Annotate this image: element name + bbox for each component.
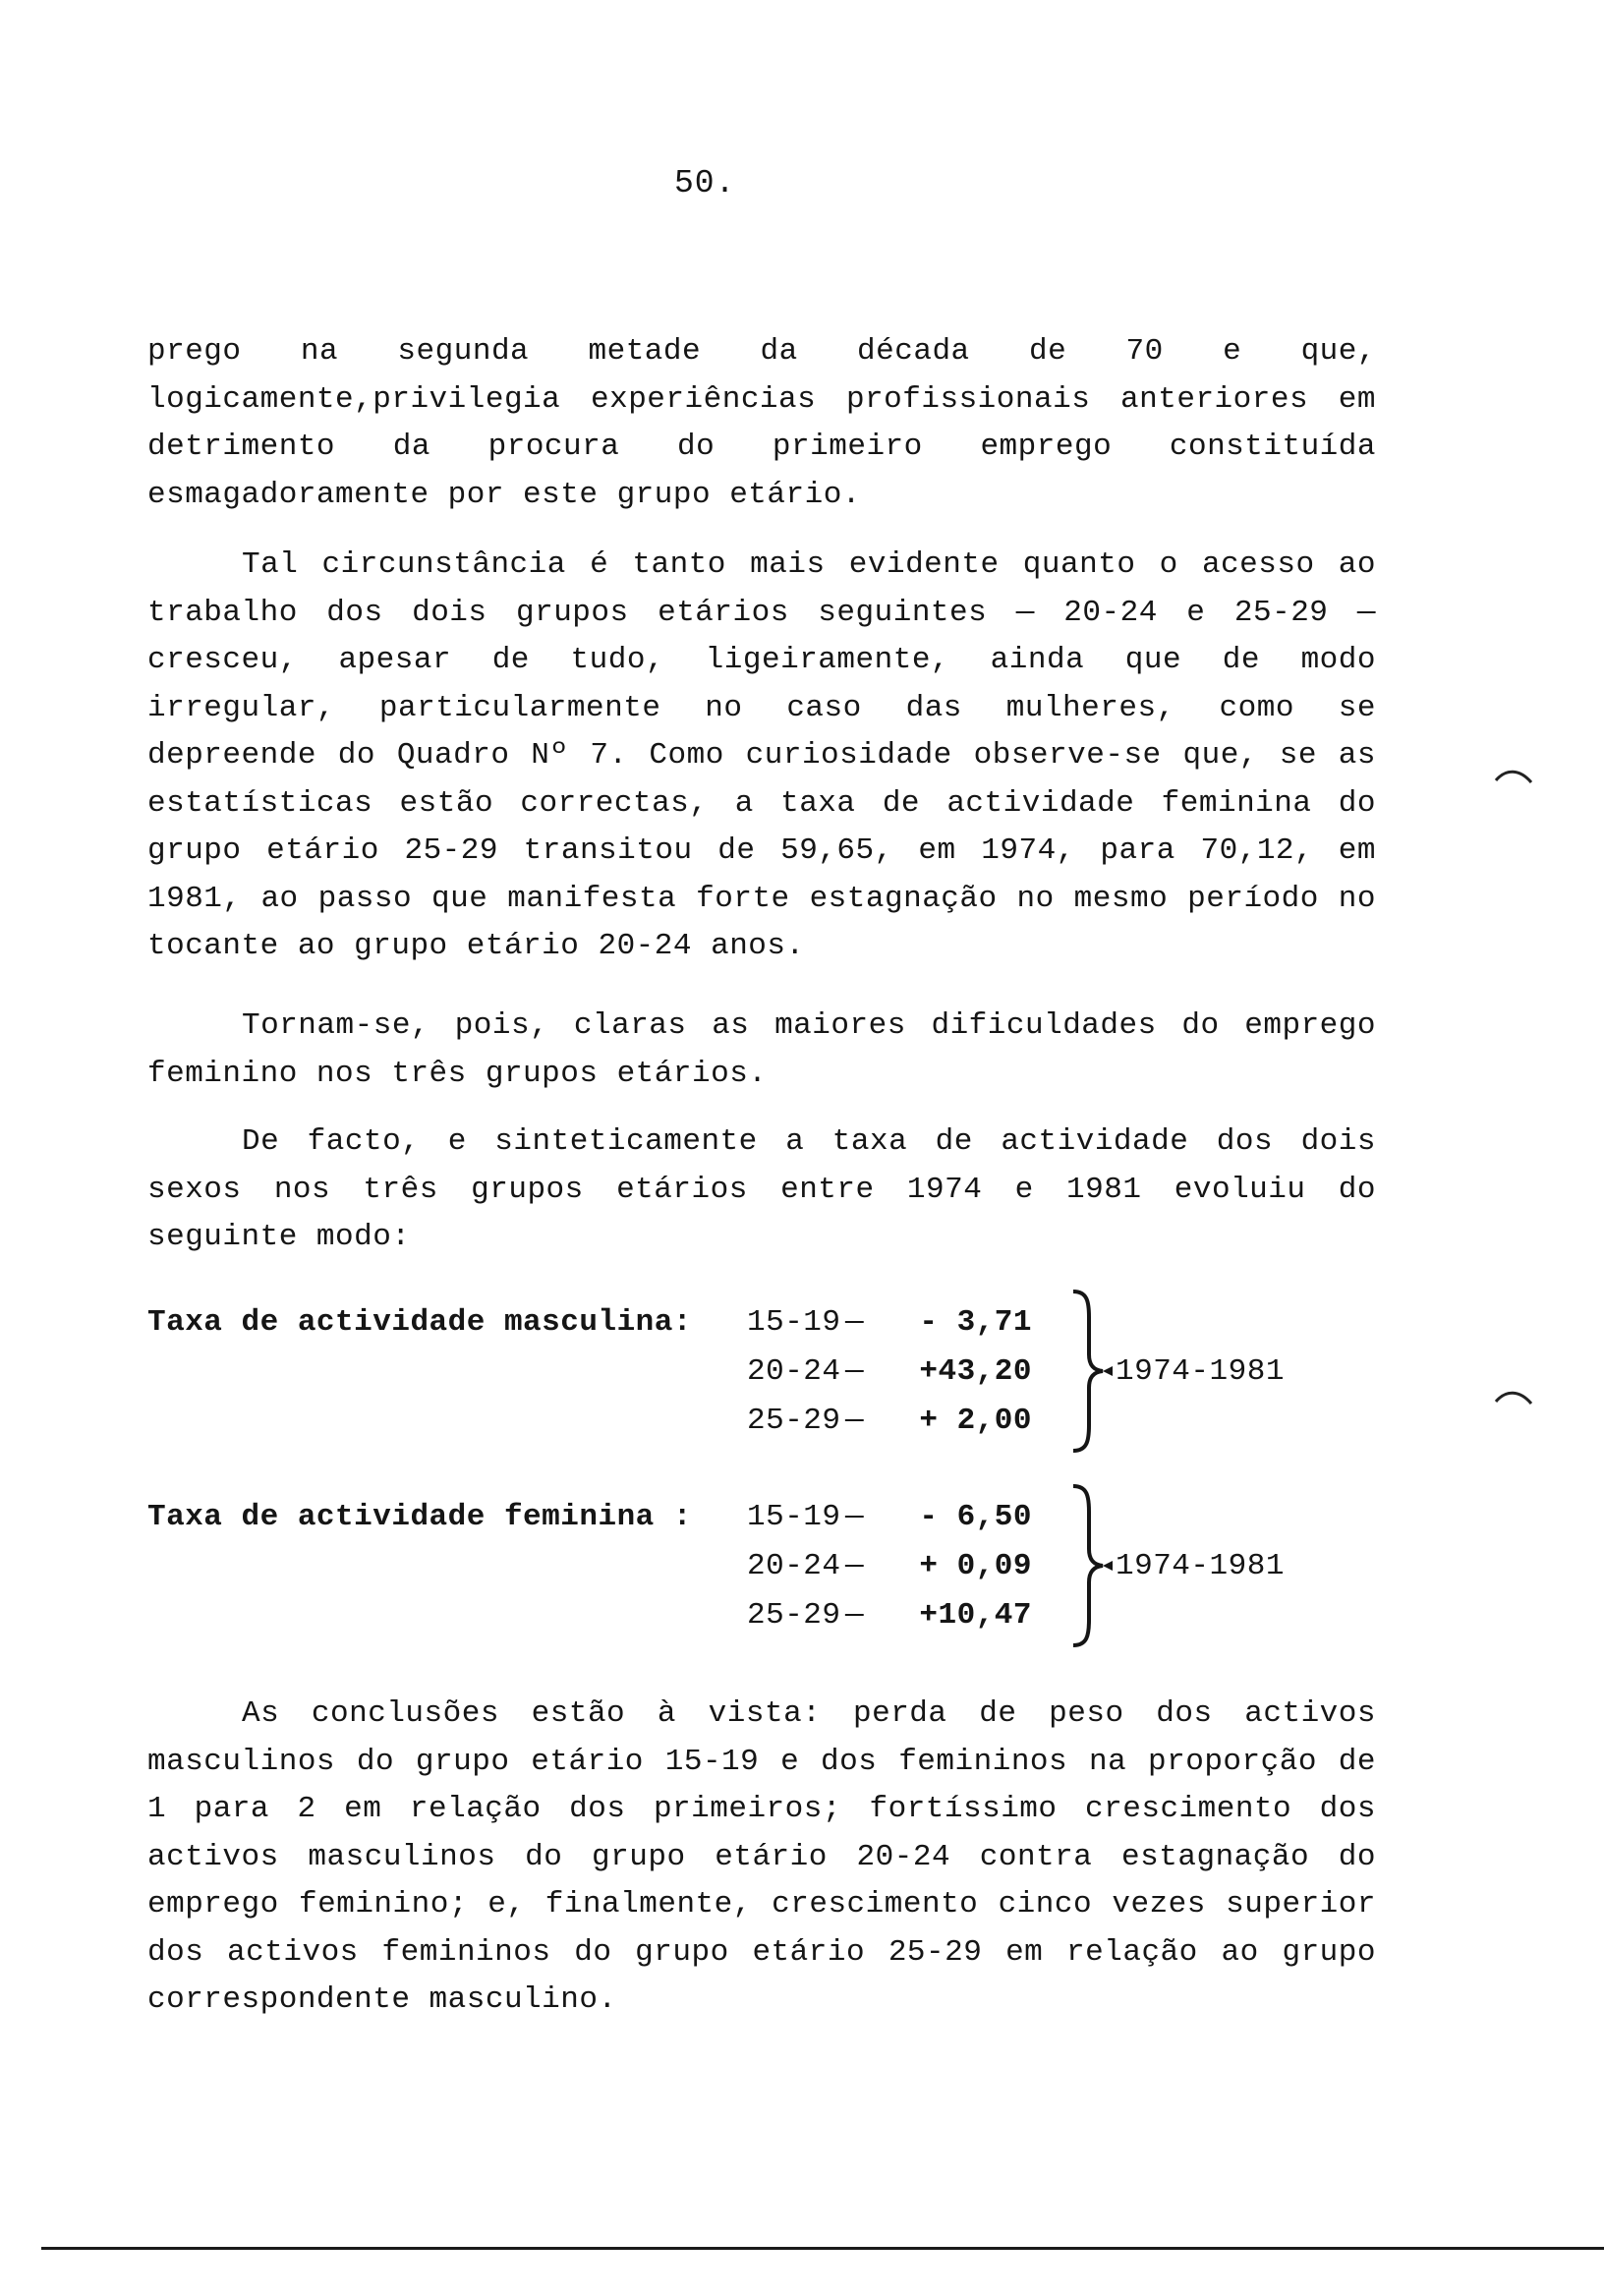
- paragraph-4: [147, 1119, 1376, 1262]
- paragraph-5-text: As conclusões estão à vista: perda de peso dos activos masculinos do grupo etário 15-19 e dos femininos na proporção de 1 para 2 em relação dos primeiros; fortíssimo crescimento dos activos masculinos do grupo etário 20-24 contra estagnação do emprego feminino; e, finalmente, crescimento cinco vezes superior dos activos femininos do grupo etário 25-29 em relação ao grupo correspondente masculino.: [147, 1696, 1376, 2017]
- age-group: 20-24: [747, 1549, 841, 1583]
- masculine-rate-label: Taxa de actividade masculina:: [147, 1305, 692, 1340]
- footer-rule: [41, 2247, 1604, 2250]
- margin-mark-icon: [1494, 767, 1533, 786]
- rate-row: [747, 1549, 1032, 1583]
- age-group: 15-19: [747, 1500, 841, 1534]
- age-group: 20-24: [747, 1354, 841, 1389]
- rate-value: - 3,71: [919, 1305, 1032, 1340]
- paragraph-4-text: De facto, e sinteticamente a taxa de actividade dos dois sexos nos três grupos etários entre 1974 e 1981 evoluiu do seguinte modo:: [147, 1124, 1376, 1254]
- paragraph-3: [147, 1003, 1376, 1098]
- age-group: 25-29: [747, 1404, 841, 1438]
- period-label: 1974-1981: [1116, 1549, 1285, 1583]
- rate-row: [747, 1598, 1032, 1633]
- margin-mark-icon: [1494, 1388, 1533, 1407]
- rate-value: +43,20: [919, 1354, 1032, 1389]
- paragraph-2: [147, 542, 1376, 971]
- dash: —: [845, 1354, 865, 1389]
- page-number: 50.: [674, 165, 736, 201]
- masculine-rate-block: [147, 1288, 1376, 1455]
- rate-row: [747, 1404, 1032, 1438]
- feminine-rate-label: Taxa de actividade feminina :: [147, 1500, 692, 1534]
- age-group: 25-29: [747, 1598, 841, 1633]
- dash: —: [845, 1549, 865, 1583]
- period-label: 1974-1981: [1116, 1354, 1285, 1389]
- dash: —: [845, 1404, 865, 1438]
- rate-value: + 0,09: [919, 1549, 1032, 1583]
- paragraph-2-text: Tal circunstância é tanto mais evidente quanto o acesso ao trabalho dos dois grupos etários seguintes — 20-24 e 25-29 — cresceu, apesar de tudo, ligeiramente, ainda que de modo irregular, particularmente no caso das mulheres, como se depreende do Quadro Nº 7. Como curiosidade observe-se que, se as estatísticas estão correctas, a taxa de actividade feminina do grupo etário 25-29 transitou de 59,65, em 1974, para 70,12, em 1981, ao passo que manifesta forte estagnação no mesmo período no tocante ao grupo etário 20-24 anos.: [147, 547, 1376, 963]
- dash: —: [845, 1500, 865, 1534]
- rate-row: [747, 1305, 1032, 1340]
- rate-row: [747, 1500, 1032, 1534]
- age-group: 15-19: [747, 1305, 841, 1340]
- rate-value: + 2,00: [919, 1404, 1032, 1438]
- paragraph-3-text: Tornam-se, pois, claras as maiores dificuldades do emprego feminino nos três grupos etários.: [147, 1008, 1376, 1091]
- dash: —: [845, 1598, 865, 1633]
- dash: —: [845, 1305, 865, 1340]
- rate-value: +10,47: [919, 1598, 1032, 1633]
- paragraph-1: prego na segunda metade da década de 70 e que, logicamente,privilegia experiências profissionais anteriores em detrimento da procura do primeiro emprego constituída esmagadoramente por este grupo etário.: [147, 334, 1376, 512]
- feminine-rate-block: [147, 1482, 1376, 1649]
- rate-value: - 6,50: [919, 1500, 1032, 1534]
- paragraph-5: [147, 1691, 1376, 2025]
- rate-row: [747, 1354, 1032, 1389]
